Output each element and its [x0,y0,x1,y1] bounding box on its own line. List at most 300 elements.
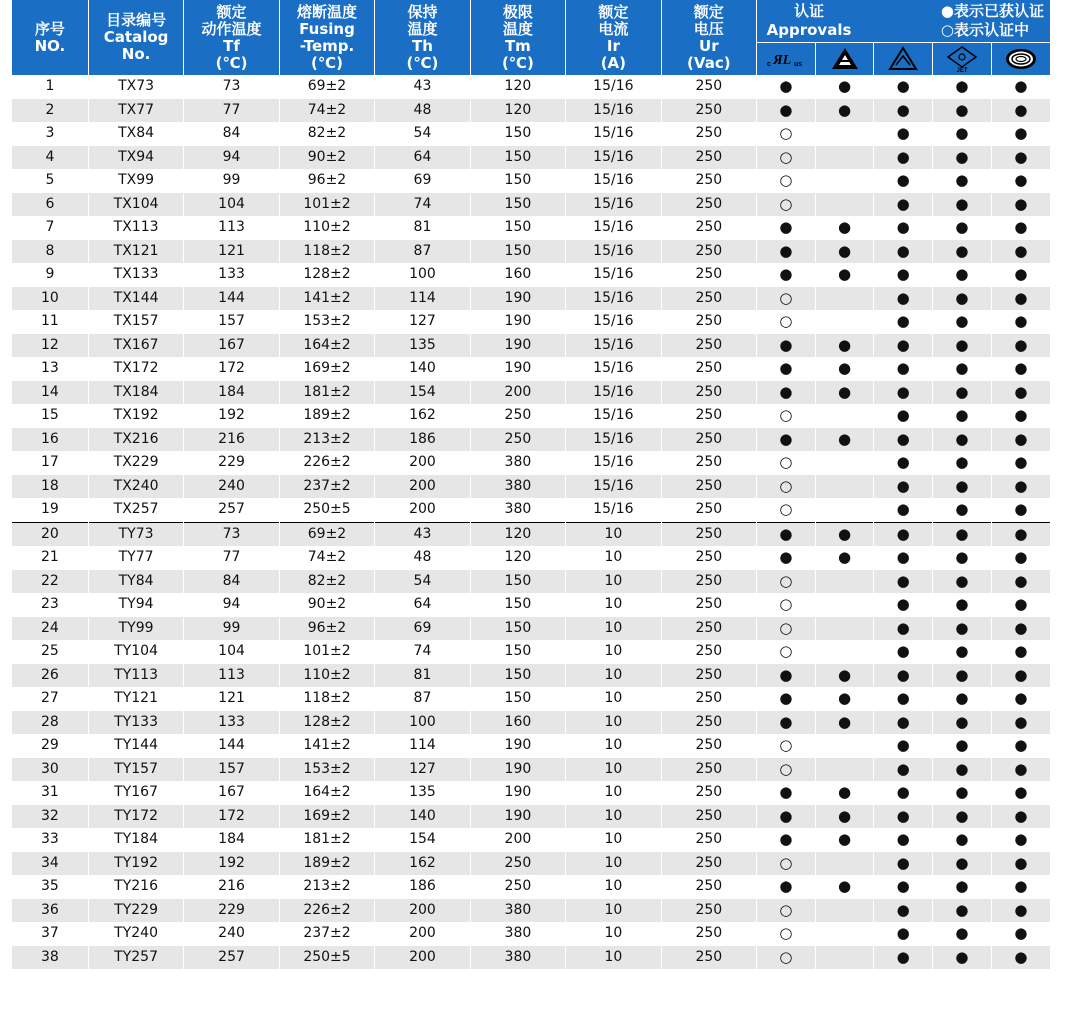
cell-no: 13 [12,357,88,381]
cell-cert-cul: ● [757,781,816,805]
cell-tf: 104 [184,193,279,217]
cell-cert-cul: ○ [757,922,816,946]
cell-cert-cul: ○ [757,169,816,193]
cell-cert-ccc: ● [991,287,1050,311]
cell-cert-pse: ● [815,805,874,829]
cell-tm: 190 [470,334,565,358]
cell-fusing-temp: 90±2 [279,146,374,170]
cell-ir: 15/16 [566,428,661,452]
cell-ir: 10 [566,711,661,735]
cell-fusing-temp: 153±2 [279,758,374,782]
table-row [12,404,1050,428]
cell-cert-pse [815,852,874,876]
cell-ir: 10 [566,570,661,594]
cell-catalog: TY121 [88,687,183,711]
cell-ir: 10 [566,946,661,970]
cell-cert-jet: ● [933,193,992,217]
cell-cert-jet: ● [933,498,992,522]
cell-fusing-temp: 237±2 [279,922,374,946]
cell-cert-tuv: ● [874,287,933,311]
cell-cert-tuv: ● [874,828,933,852]
cell-no: 2 [12,99,88,123]
cell-cert-cul: ○ [757,193,816,217]
cell-ir: 15/16 [566,381,661,405]
cell-fusing-temp: 141±2 [279,734,374,758]
cell-cert-jet: ● [933,546,992,570]
header-approvals [757,0,1050,43]
cell-cert-pse [815,734,874,758]
cell-ir: 10 [566,758,661,782]
cell-fusing-temp: 141±2 [279,287,374,311]
cell-tm: 250 [470,404,565,428]
table-row [12,852,1050,876]
cell-ur: 250 [661,570,756,594]
cell-ur: 250 [661,310,756,334]
cell-cert-ccc: ● [991,263,1050,287]
pse-triangle-icon [830,46,860,72]
cell-cert-cul: ● [757,75,816,99]
spec-table-sheet [12,0,1050,969]
cell-fusing-temp: 213±2 [279,875,374,899]
table-row [12,617,1050,641]
cell-tm: 150 [470,640,565,664]
cell-cert-ccc: ● [991,357,1050,381]
cell-cert-tuv: ● [874,781,933,805]
cell-ir: 15/16 [566,263,661,287]
cell-cert-tuv: ● [874,734,933,758]
cell-th: 74 [375,193,470,217]
cell-ur: 250 [661,193,756,217]
cell-no: 1 [12,75,88,99]
cell-tm: 160 [470,263,565,287]
cell-tf: 240 [184,922,279,946]
cell-cert-cul: ○ [757,475,816,499]
cell-ur: 250 [661,946,756,970]
cell-cert-jet: ● [933,404,992,428]
cell-cert-cul: ○ [757,146,816,170]
cell-ir: 15/16 [566,287,661,311]
cell-tm: 150 [470,570,565,594]
cell-tm: 120 [470,99,565,123]
cell-cert-pse: ● [815,240,874,264]
cell-tf: 167 [184,334,279,358]
cell-no: 38 [12,946,88,970]
cell-no: 19 [12,498,88,522]
tuv-triangle-icon [888,46,918,72]
header-ir: 额定 电流 Ir (A) [566,0,661,75]
header-tm: 极限 温度 Tm (℃) [470,0,565,75]
cell-cert-ccc: ● [991,946,1050,970]
cell-cert-ccc: ● [991,522,1050,546]
cell-catalog: TX94 [88,146,183,170]
cell-cert-cul: ○ [757,640,816,664]
cell-cert-ccc: ● [991,310,1050,334]
cell-no: 33 [12,828,88,852]
cell-no: 27 [12,687,88,711]
cell-fusing-temp: 74±2 [279,546,374,570]
cell-ur: 250 [661,758,756,782]
cell-fusing-temp: 69±2 [279,75,374,99]
cell-cert-tuv: ● [874,263,933,287]
cell-tm: 190 [470,734,565,758]
cell-tf: 229 [184,451,279,475]
cell-ir: 15/16 [566,216,661,240]
cell-cert-cul: ● [757,687,816,711]
cell-th: 81 [375,664,470,688]
cell-ur: 250 [661,899,756,923]
cell-tf: 121 [184,240,279,264]
table-row [12,828,1050,852]
cell-cert-pse [815,899,874,923]
cell-cert-pse [815,169,874,193]
cell-tm: 190 [470,357,565,381]
approvals-cn-label: 认证 [794,2,825,20]
jet-diamond-icon [946,45,978,73]
cell-cert-pse [815,640,874,664]
cell-cert-jet: ● [933,664,992,688]
cell-cert-tuv: ● [874,711,933,735]
cell-no: 16 [12,428,88,452]
cell-cert-jet: ● [933,99,992,123]
cell-cert-tuv: ● [874,546,933,570]
cell-th: 69 [375,169,470,193]
cell-th: 87 [375,687,470,711]
cell-cert-jet: ● [933,758,992,782]
cell-cert-ccc: ● [991,334,1050,358]
cell-catalog: TX99 [88,169,183,193]
table-row [12,451,1050,475]
cell-catalog: TY240 [88,922,183,946]
cell-tf: 157 [184,758,279,782]
cell-tm: 150 [470,122,565,146]
cell-ir: 15/16 [566,498,661,522]
cell-cert-pse [815,758,874,782]
cell-catalog: TX84 [88,122,183,146]
cell-ur: 250 [661,546,756,570]
cell-tf: 216 [184,875,279,899]
header-ur: 额定 电压 Ur (Vac) [661,0,756,75]
table-row [12,428,1050,452]
cell-no: 11 [12,310,88,334]
cell-tm: 150 [470,664,565,688]
cell-cert-cul: ● [757,875,816,899]
cell-ir: 15/16 [566,451,661,475]
cell-cert-tuv: ● [874,522,933,546]
cell-cert-ccc: ● [991,546,1050,570]
cert-col-ccc [991,43,1050,76]
table-row [12,287,1050,311]
cell-fusing-temp: 101±2 [279,193,374,217]
cell-cert-tuv: ● [874,169,933,193]
cell-cert-cul: ○ [757,498,816,522]
cell-cert-pse: ● [815,781,874,805]
cell-cert-cul: ○ [757,287,816,311]
cell-cert-jet: ● [933,852,992,876]
cell-cert-cul: ● [757,428,816,452]
cell-cert-ccc: ● [991,687,1050,711]
cell-cert-pse [815,287,874,311]
header-catalog: 目录编号 Catalog No. [88,0,183,75]
cell-cert-pse: ● [815,522,874,546]
cell-catalog: TY94 [88,593,183,617]
cell-th: 135 [375,334,470,358]
cell-tm: 120 [470,546,565,570]
legend-obtained: ●表示已获认证 [940,2,1044,20]
cell-ur: 250 [661,617,756,641]
cell-tm: 190 [470,287,565,311]
cell-fusing-temp: 96±2 [279,617,374,641]
cell-cert-cul: ● [757,99,816,123]
cell-no: 25 [12,640,88,664]
cell-tm: 380 [470,475,565,499]
cell-cert-cul: ○ [757,758,816,782]
cell-cert-tuv: ● [874,216,933,240]
header-fusing-temp: 熔断温度 Fusing -Temp. (℃) [279,0,374,75]
cell-cert-jet: ● [933,899,992,923]
cell-cert-pse: ● [815,828,874,852]
cell-cert-ccc: ● [991,428,1050,452]
cell-cert-tuv: ● [874,146,933,170]
cell-cert-pse: ● [815,664,874,688]
cell-tf: 99 [184,169,279,193]
cell-cert-ccc: ● [991,852,1050,876]
cell-no: 5 [12,169,88,193]
cell-cert-tuv: ● [874,381,933,405]
cell-tm: 380 [470,899,565,923]
cell-tf: 94 [184,593,279,617]
cell-ur: 250 [661,357,756,381]
cell-ur: 250 [661,451,756,475]
cell-ur: 250 [661,75,756,99]
cert-col-jet [933,43,992,76]
header-th: 保持 温度 Th (℃) [375,0,470,75]
cell-cert-jet: ● [933,570,992,594]
cell-cert-cul: ○ [757,899,816,923]
cell-ur: 250 [661,475,756,499]
cell-th: 48 [375,546,470,570]
cell-th: 200 [375,451,470,475]
cell-tf: 240 [184,475,279,499]
cell-fusing-temp: 118±2 [279,687,374,711]
cell-cert-tuv: ● [874,899,933,923]
cell-no: 28 [12,711,88,735]
cell-tm: 200 [470,381,565,405]
table-row [12,687,1050,711]
cell-cert-pse [815,593,874,617]
cell-no: 15 [12,404,88,428]
cell-tf: 167 [184,781,279,805]
cell-cert-jet: ● [933,287,992,311]
cell-catalog: TX133 [88,263,183,287]
table-row [12,498,1050,522]
cell-tf: 133 [184,263,279,287]
cell-fusing-temp: 101±2 [279,640,374,664]
table-row [12,875,1050,899]
cell-cert-cul: ● [757,522,816,546]
cell-ur: 250 [661,146,756,170]
cell-cert-pse: ● [815,687,874,711]
cell-tf: 77 [184,99,279,123]
cell-fusing-temp: 181±2 [279,828,374,852]
cell-ur: 250 [661,687,756,711]
cell-tf: 84 [184,570,279,594]
cell-ur: 250 [661,664,756,688]
cell-cert-cul: ● [757,381,816,405]
cell-cert-jet: ● [933,781,992,805]
cell-tm: 150 [470,146,565,170]
table-row [12,546,1050,570]
cell-cert-ccc: ● [991,758,1050,782]
cell-cert-tuv: ● [874,875,933,899]
cell-cert-jet: ● [933,357,992,381]
cell-catalog: TY167 [88,781,183,805]
cell-th: 200 [375,899,470,923]
cell-tm: 190 [470,310,565,334]
cell-cert-ccc: ● [991,169,1050,193]
cell-cert-tuv: ● [874,664,933,688]
cell-catalog: TX113 [88,216,183,240]
cell-no: 17 [12,451,88,475]
cell-ir: 10 [566,522,661,546]
cert-col-pse [815,43,874,76]
cell-catalog: TX157 [88,310,183,334]
cell-th: 154 [375,828,470,852]
cell-ur: 250 [661,99,756,123]
cell-catalog: TY216 [88,875,183,899]
cell-ir: 10 [566,593,661,617]
cell-th: 186 [375,428,470,452]
cell-cert-pse [815,475,874,499]
cell-cert-ccc: ● [991,475,1050,499]
cell-fusing-temp: 69±2 [279,522,374,546]
cell-cert-cul: ○ [757,946,816,970]
cell-fusing-temp: 164±2 [279,334,374,358]
cell-no: 32 [12,805,88,829]
cell-no: 35 [12,875,88,899]
cell-cert-tuv: ● [874,357,933,381]
cell-th: 140 [375,357,470,381]
cell-tm: 380 [470,451,565,475]
cell-tf: 73 [184,522,279,546]
cell-fusing-temp: 250±5 [279,946,374,970]
cell-cert-pse: ● [815,357,874,381]
table-row [12,475,1050,499]
cell-no: 7 [12,216,88,240]
cell-th: 54 [375,122,470,146]
cell-cert-tuv: ● [874,617,933,641]
cell-ir: 15/16 [566,404,661,428]
table-row [12,75,1050,99]
cell-ur: 250 [661,734,756,758]
cell-cert-ccc: ● [991,593,1050,617]
table-row [12,310,1050,334]
cell-tm: 120 [470,75,565,99]
cell-no: 34 [12,852,88,876]
cell-ur: 250 [661,875,756,899]
cell-tm: 150 [470,593,565,617]
cell-cert-cul: ● [757,805,816,829]
cell-ir: 15/16 [566,75,661,99]
cell-ur: 250 [661,593,756,617]
cell-tf: 94 [184,146,279,170]
cell-cert-pse: ● [815,216,874,240]
cell-th: 200 [375,922,470,946]
table-row [12,593,1050,617]
cell-cert-jet: ● [933,122,992,146]
cell-catalog: TX172 [88,357,183,381]
cell-fusing-temp: 250±5 [279,498,374,522]
cell-cert-jet: ● [933,640,992,664]
cell-catalog: TY73 [88,522,183,546]
cell-cert-ccc: ● [991,711,1050,735]
cell-fusing-temp: 213±2 [279,428,374,452]
cell-no: 14 [12,381,88,405]
cell-no: 20 [12,522,88,546]
cell-ur: 250 [661,522,756,546]
cell-tf: 172 [184,805,279,829]
cell-cert-cul: ● [757,240,816,264]
cell-tf: 77 [184,546,279,570]
cell-th: 100 [375,711,470,735]
cell-cert-cul: ● [757,546,816,570]
cell-tm: 160 [470,711,565,735]
cell-fusing-temp: 169±2 [279,357,374,381]
table-row [12,899,1050,923]
cell-cert-cul: ● [757,711,816,735]
cell-cert-ccc: ● [991,146,1050,170]
cell-cert-tuv: ● [874,334,933,358]
cell-catalog: TY133 [88,711,183,735]
cell-cert-tuv: ● [874,193,933,217]
table-row [12,193,1050,217]
cell-ur: 250 [661,263,756,287]
cell-cert-tuv: ● [874,593,933,617]
legend-pending: ○表示认证中 [940,21,1029,39]
cell-ur: 250 [661,805,756,829]
cell-cert-ccc: ● [991,828,1050,852]
cell-cert-ccc: ● [991,781,1050,805]
cell-th: 162 [375,852,470,876]
cell-cert-cul: ● [757,263,816,287]
cell-th: 200 [375,475,470,499]
spec-table-body [12,75,1050,969]
cell-catalog: TY229 [88,899,183,923]
cell-catalog: TX216 [88,428,183,452]
cell-cert-tuv: ● [874,122,933,146]
cell-ur: 250 [661,287,756,311]
cell-cert-jet: ● [933,617,992,641]
cell-catalog: TX144 [88,287,183,311]
cell-ur: 250 [661,428,756,452]
cell-catalog: TY257 [88,946,183,970]
cell-cert-pse: ● [815,546,874,570]
cell-cert-tuv: ● [874,498,933,522]
cell-cert-tuv: ● [874,99,933,123]
cell-fusing-temp: 90±2 [279,593,374,617]
cell-th: 140 [375,805,470,829]
cell-cert-jet: ● [933,169,992,193]
cell-cert-tuv: ● [874,640,933,664]
header-no: 序号 NO. [12,0,88,75]
svg-text:JET: JET [956,68,968,73]
cell-cert-ccc: ● [991,99,1050,123]
cell-th: 87 [375,240,470,264]
cell-no: 9 [12,263,88,287]
cell-tm: 150 [470,687,565,711]
cell-fusing-temp: 110±2 [279,216,374,240]
cert-col-cul [757,43,816,76]
cell-th: 162 [375,404,470,428]
